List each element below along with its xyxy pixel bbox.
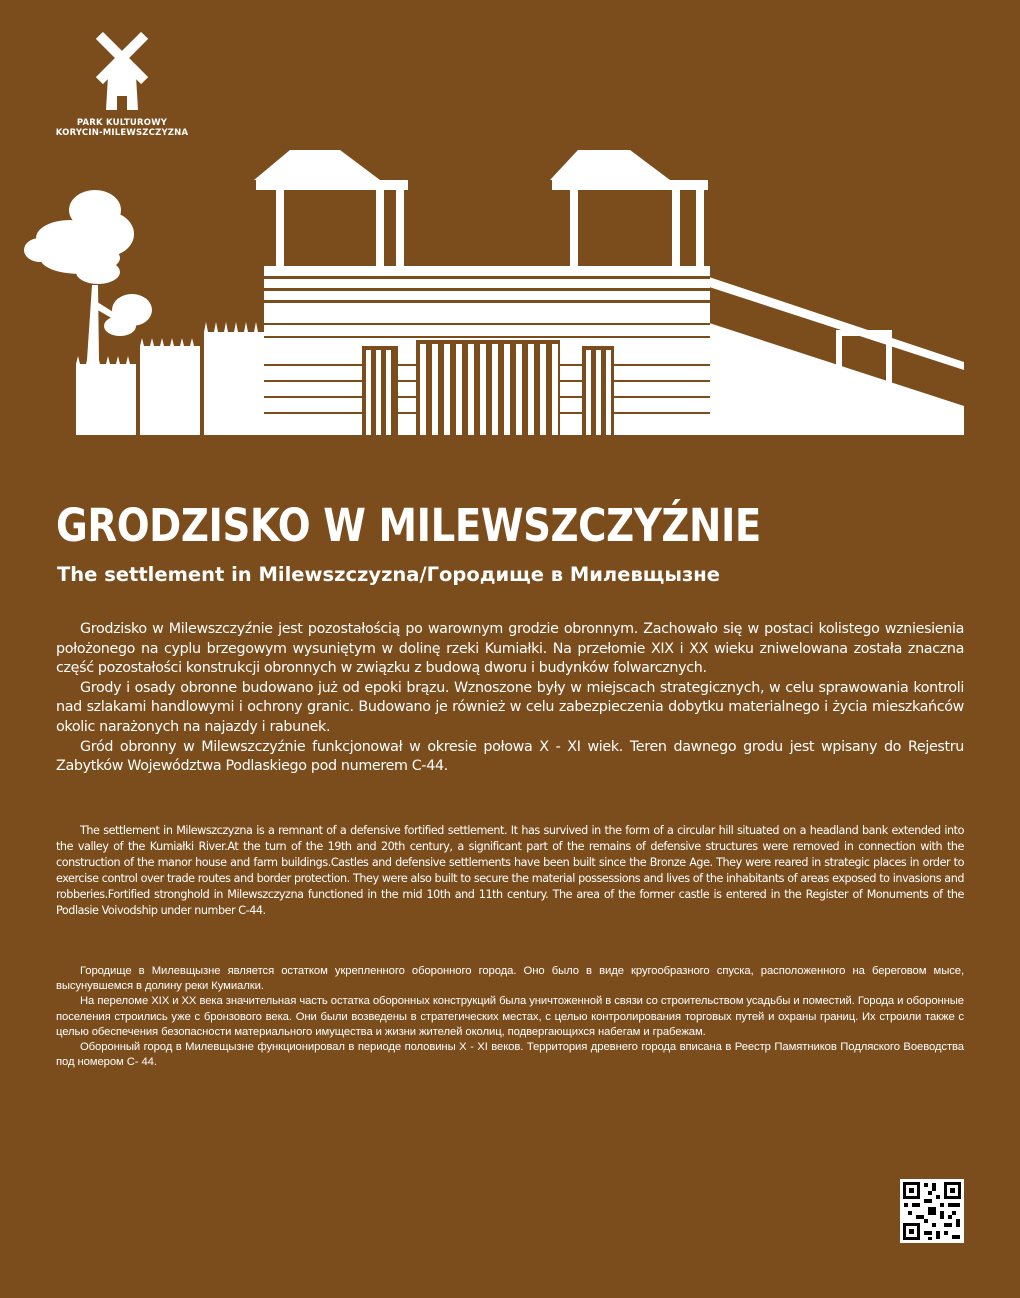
polish-description <box>56 620 964 777</box>
russian-paragraph: На переломе XIX и XX века значительная часть остатка оборонных конструкций была уничтоженной в связи со строительством усадьбы и поместий. Города и оборонные поселения строились уже с бронзового века. Они были возведены в стратегических местах, с целью контролирования торговых путей и охраны границ. Их строили также с целью обеспечения безопасности материального имущества и жизни жителей околиц, подвергающихся набегам и грабежам. <box>56 995 964 1038</box>
logo-line-2: KORYCIN-MILEWSZCZYZNA <box>55 128 189 138</box>
russian-paragraph: Оборонный город в Милевщызне функционировал в периоде половины X - XI веков. Территория древнего города вписана в Реестр Памятников Подляского Воеводства под номером С- 44. <box>56 1041 964 1069</box>
polish-paragraph: Grodzisko w Milewszczyźnie jest pozostałością po warownym grodzie obronnym. Zachowało się w postaci kolistego wzniesienia położonego na cyplu brzegowym wysuniętym w dolinę rzeki Kumiałki. Na przełomie XIX i XX wieku zniwelowana została znaczna część pozostałości konstrukcji obronnych w związku z budową dworu i budynków folwarcznych. <box>56 621 964 677</box>
windmill-icon <box>90 30 154 114</box>
stronghold-illustration <box>0 140 1020 440</box>
english-description <box>56 823 964 919</box>
qr-code-icon[interactable] <box>900 1179 964 1243</box>
russian-description <box>56 964 964 1070</box>
park-logo <box>52 30 192 138</box>
russian-paragraph: Городище в Милевщызне является остатком укрепленного оборонного города. Оно было в виде кругообразного спуска, расположенного на береговом мысе, высунувшемся в долину реки Кумиалки. <box>56 965 964 993</box>
page-title: GRODZISKO W MILEWSZCZYŹNIE <box>56 499 761 552</box>
page-subtitle: The settlement in Milewszczyzna/Городище в Милевщызне <box>57 563 720 586</box>
polish-paragraph: Gród obronny w Milewszczyźnie funkcjonował w okresie połowa X - XI wiek. Teren dawnego grodu jest wpisany do Rejestru Zabytków Województwa Podlaskiego pod numerem C-44. <box>56 738 964 775</box>
english-paragraph: The settlement in Milewszczyzna is a remnant of a defensive fortified settlement. It has survived in the form of a circular hill situated on a headland bank extended into the valley of the Kumiałki River.At the turn of the 19th and 20th century, a significant part of the remains of defensive structures were removed in connection with the construction of the manor house and farm buildings.Castles and defensive settlements have been built since the Bronze Age. They were reared in strategic places in order to exercise control over trade routes and border protection. They were also built to secure the material possessions and lives of the inhabitants of areas exposed to invasions and robberies.Fortified stronghold in Milewszczyzna functioned in the mid 10th and 11th century. The area of the former castle is entered in the Register of Monuments of the Podlasie Voivodship under number C-44. <box>56 824 964 917</box>
polish-paragraph: Grody i osady obronne budowano już od epoki brązu. Wznoszone były w miejscach strategicznych, w celu sprawowania kontroli nad szlakami handlowymi i ochrony granic. Budowano je również w celu zabezpieczenia dobytku materialnego i życia mieszkańców okolic narażonych na najazdy i rabunek. <box>56 679 964 735</box>
logo-line-1: PARK KULTUROWY <box>76 118 168 128</box>
